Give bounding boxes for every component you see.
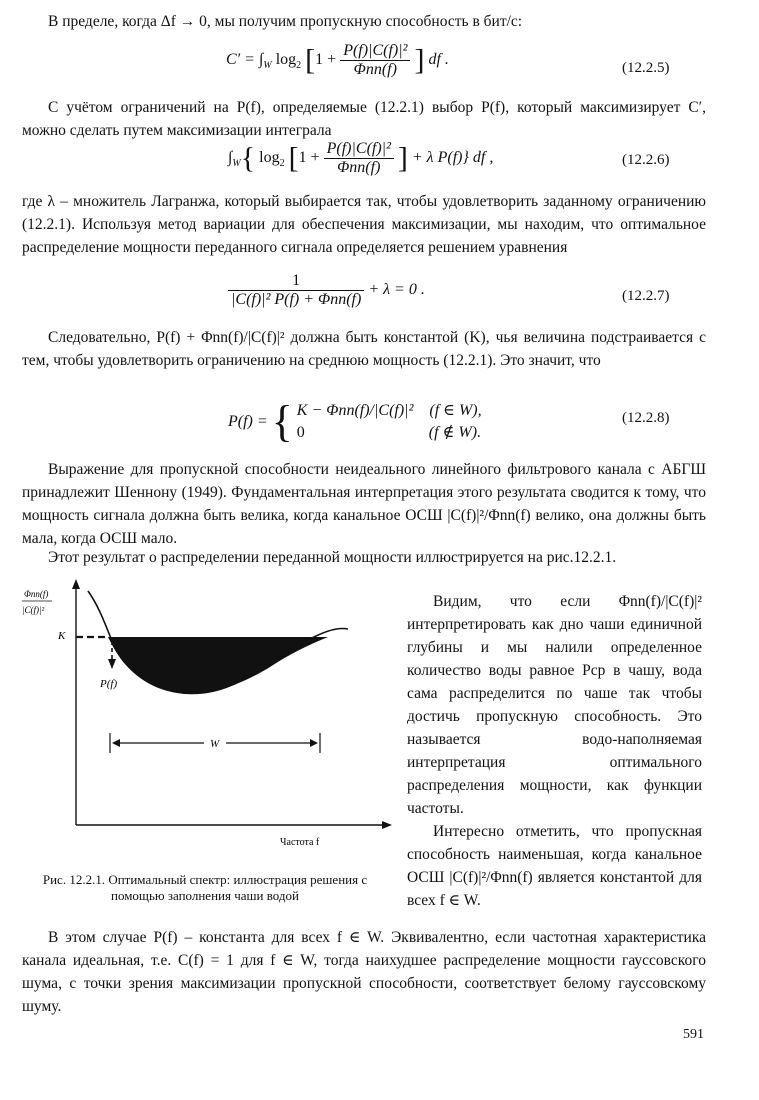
eq-cond2: (f ∉ W). xyxy=(428,424,482,441)
equation-12-2-5: $C' = \int_W$ $\log_2 [1$ + $\frac{\text{P(f)|C(f)|²}}{\text{Φnn(f)}}$ ] df . xyxy=(226,42,449,78)
p-f-label: P(f) xyxy=(100,678,118,690)
eq-case1: K − Φnn(f)/|C(f)|² xyxy=(296,402,414,419)
eq-numerator: P(f)|C(f)|² xyxy=(324,140,394,159)
w-left-arrow-icon xyxy=(112,739,120,747)
eq-integral-sub: W xyxy=(263,60,272,72)
equation-12-2-6: $\int_W${ $\log_2 [1$ + $\frac{\text{P(f)|C(f)|²}}{\text{Φnn(f)}}$ ] + λ P(f)} df , xyxy=(228,140,494,176)
eq-number-12-2-8: (12.2.8) xyxy=(622,410,670,426)
paragraph-lagrange: где λ – множитель Лагранжа, который выбирается так, чтобы удовлетворить заданному ограничению (12.2.1). Используя метод вариации для обеспечения максимизации, мы находим, что оптимальное распределение мощности переданного сигнала определяется решением уравнения xyxy=(22,193,706,256)
eq-tail: + λ P(f)} df , xyxy=(411,149,494,167)
y-axis-label-denominator: |C(f)|² xyxy=(22,605,45,615)
paragraph-constraints: С учётом ограничений на P(f), определяемые (12.2.1) выбор P(f), который максимизирует C′, можно сделать путем максимизации интеграла xyxy=(22,99,706,139)
equation-12-2-7 xyxy=(228,272,425,309)
w-label: W xyxy=(210,738,220,750)
water-filling-figure xyxy=(8,575,400,865)
eq-number-12-2-6: (12.2.6) xyxy=(622,152,670,168)
eq-lhs: C′ = ∫ xyxy=(226,51,264,69)
k-level-label: K xyxy=(58,630,66,642)
page-number: 591 xyxy=(683,1027,704,1042)
eq-tail: df . xyxy=(428,51,449,69)
side-column xyxy=(407,590,702,912)
eq-lhs: P(f) = xyxy=(228,413,268,430)
paragraph-shannon: Выражение для пропускной способности неидеального линейного фильтрового канала с АБГШ принадлежит Шеннону (1949). Фундаментальная интерпретация этого результата сводится к тому, что мощность сигнала должна быть велика, когда канальное ОСШ |C(f)|²/Φnn(f) велико, она должны быть мала, когда ОСШ мало. xyxy=(22,461,706,547)
eq-log: log xyxy=(275,51,297,69)
eq-number-12-2-5: (12.2.5) xyxy=(622,60,670,76)
eq-log-sub: 2 xyxy=(296,60,302,72)
y-axis-arrow-icon xyxy=(72,579,80,589)
w-right-arrow-icon xyxy=(310,739,318,747)
eq-case2: 0 xyxy=(296,424,305,441)
eq-numerator: 1 xyxy=(228,272,364,291)
side-paragraph-water-filling: Видим, что если Φnn(f)/|C(f)|² интерпретировать как дно чаши единичной глубины и мы налили определенное количество воды равное Pср в чашу, вода сама распределится по чаше так чтобы достичь пропускную способность. Это называется водо-наполняемая интерпретация оптимального распределения мощности, как функции частоты. xyxy=(407,593,702,817)
paragraph-ideal-channel: В этом случае P(f) – константа для всех f ∈ W. Эквивалентно, если частотная характеристика канала идеальная, т.е. C(f) = 1 для f ∈ W, тогда наихудшее распределение мощности гауссовского шума, с точки зрения максимизации пропускной способности, соответствует белому гауссовскому шуму. xyxy=(22,929,706,1015)
eq-tail: + λ = 0 . xyxy=(368,281,425,299)
paragraph-consequently: Следовательно, P(f) + Φnn(f)/|C(f)|² должна быть константой (K), чья величина подстраивается с тем, чтобы удовлетворить ограничению на среднюю мощность (12.2.1). Это значит, что xyxy=(22,329,706,369)
x-axis-label: Частота f xyxy=(280,837,320,848)
eq-denominator: Φnn(f) xyxy=(337,159,381,176)
p-f-arrow-icon xyxy=(108,659,116,669)
eq-denominator: Φnn(f) xyxy=(353,61,397,78)
water-filled-region xyxy=(108,637,328,693)
eq-cond1: (f ∈ W), xyxy=(429,402,482,419)
figure-caption: Рис. 12.2.1. Оптимальный спектр: иллюстрация решения с помощью заполнения чаши водой xyxy=(42,872,368,903)
paragraph-figure-ref: Этот результат о распределении переданной мощности иллюстрируется на рис.12.2.1. xyxy=(48,549,617,566)
paragraph-intro: В пределе, когда Δf → 0, мы получим пропускную способность в бит/с: xyxy=(48,13,523,30)
eq-number-12-2-7: (12.2.7) xyxy=(622,288,670,304)
eq-numerator: P(f)|C(f)|² xyxy=(340,42,410,61)
equation-12-2-8: P(f) = { K − Φnn(f)/|C(f)|² (f ∈ W), 0 (f ∉ W). xyxy=(228,397,482,446)
x-axis-arrow-icon xyxy=(382,821,392,829)
y-axis-label-numerator: Φnn(f) xyxy=(24,589,49,599)
eq-denominator: |C(f)|² P(f) + Φnn(f) xyxy=(231,291,362,308)
side-paragraph-minimum-capacity: Интересно отметить, что пропускная способность наименьшая, когда канальное ОСШ |C(f)|²/Φnn(f) является константой для всех f ∈ W. xyxy=(407,823,702,909)
